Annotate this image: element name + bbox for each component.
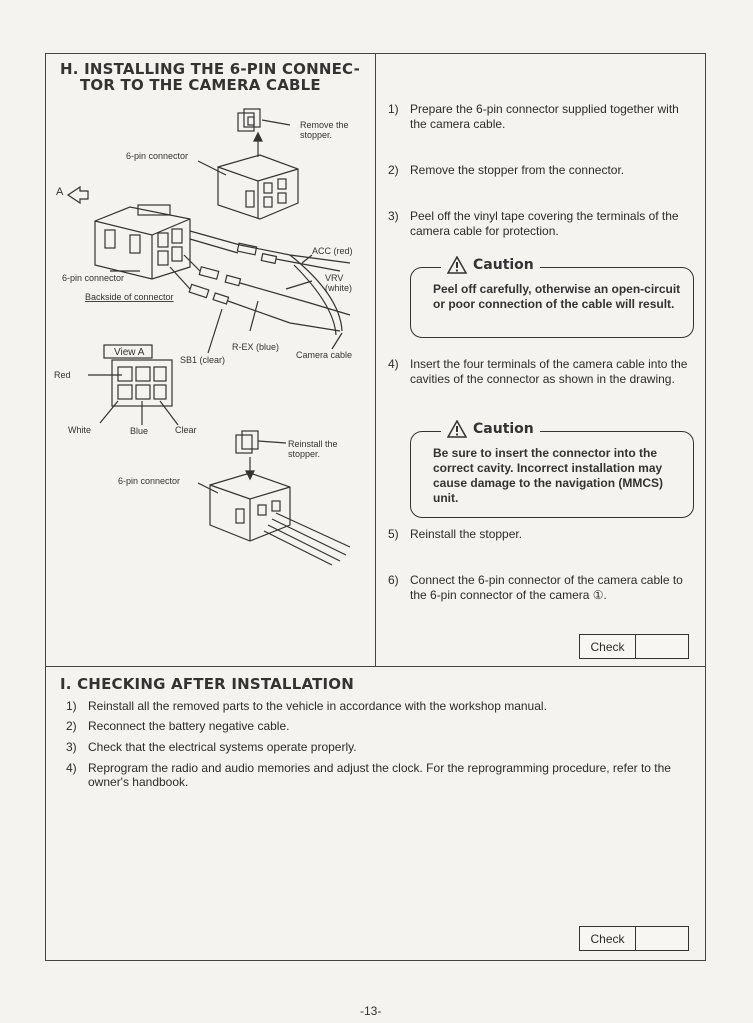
check-field-h[interactable] [636, 635, 688, 658]
step-4-text: Insert the four terminals of the camera cable into the cavities of the connector as shown in the drawing. [410, 357, 688, 386]
caution-title-1: Caution [473, 257, 534, 273]
section-divider [45, 666, 706, 667]
step-3-number: 3) [388, 209, 399, 223]
check-field-i[interactable] [636, 927, 688, 950]
label-remove-stopper [300, 120, 349, 140]
label-sb1: SB1 (clear) [180, 355, 226, 365]
section-i-item-4-number: 4) [66, 761, 77, 775]
label-rex: R-EX (blue) [232, 342, 280, 352]
label-camera-cable: Camera cable [296, 350, 353, 360]
section-i-item-1-text: Reinstall all the removed parts to the vehicle in accordance with the workshop manual. [88, 699, 547, 713]
label-view-a: View A [114, 347, 145, 358]
step-6 [388, 573, 698, 605]
step-1 [388, 102, 698, 134]
step-3-text: Peel off the vinyl tape covering the terminals of the camera cable for protection. [410, 209, 679, 238]
label-arrow-a: A [56, 186, 64, 198]
caution-text-1: Peel off carefully, otherwise an open-circuit or poor connection of the cable will result. [433, 282, 681, 311]
section-i-title: I. CHECKING AFTER INSTALLATION [60, 675, 355, 693]
step-5-number: 5) [388, 527, 399, 541]
step-3 [388, 209, 698, 241]
page-number: -13- [360, 1004, 382, 1018]
section-i-item-1-number: 1) [66, 699, 77, 713]
caution-title-2: Caution [473, 421, 534, 437]
label-six-pin-bottom: 6-pin connector [118, 476, 181, 486]
label-remove-stopper-l1: Remove the [300, 120, 349, 130]
caution-header-2 [441, 420, 540, 438]
step-6-number: 6) [388, 573, 399, 587]
label-red: Red [54, 370, 71, 380]
step-4-number: 4) [388, 357, 399, 371]
stopper-bottom-illustration [236, 431, 286, 453]
warning-icon [447, 420, 467, 438]
column-divider [375, 53, 376, 667]
step-5 [388, 527, 698, 545]
label-acc: ACC (red) [312, 246, 353, 256]
check-box-section-i[interactable] [579, 926, 689, 951]
warning-icon [447, 256, 467, 274]
label-clear: Clear [175, 425, 197, 435]
label-backside: Backside of connector [85, 292, 174, 302]
step-6-text: Connect the 6-pin connector of the camera cable to the 6-pin connector of the camera ①. [410, 573, 683, 602]
stopper-top-illustration [238, 109, 290, 131]
section-i-item-4-text: Reprogram the radio and audio memories and adjust the clock. For the reprogramming procedure, refer to the owner's handbook. [88, 761, 671, 789]
label-blue: Blue [130, 426, 149, 436]
label-reinstall-stopper: Reinstall the stopper. [288, 439, 338, 459]
step-2-number: 2) [388, 163, 399, 177]
caution-header-1 [441, 256, 540, 274]
connector-diagram [50, 95, 372, 575]
step-4 [388, 357, 698, 405]
connector-bottom-illustration [210, 473, 350, 565]
check-label-i: Check [580, 927, 636, 950]
caution-box-1 [410, 257, 694, 338]
check-label-h: Check [580, 635, 636, 658]
label-remove-stopper-l2: stopper. [300, 130, 333, 140]
label-white: White [68, 425, 92, 435]
caution-box-2 [410, 421, 694, 518]
step-2 [388, 163, 698, 181]
step-2-text: Remove the stopper from the connector. [410, 163, 625, 177]
section-h-title-line1: H. INSTALLING THE 6-PIN CONNEC- [60, 60, 361, 78]
label-vrv: VRV (white) [325, 273, 353, 293]
view-a-connector [88, 360, 178, 425]
caution-text-2: Be sure to insert the connector into the correct cavity. Incorrect installation may cause damage to the navigation (MMCS) unit. [433, 446, 664, 505]
label-six-pin-top: 6-pin connector [126, 151, 189, 161]
connector-top-illustration [218, 155, 298, 219]
check-box-section-h[interactable] [579, 634, 689, 659]
section-i-item-3-number: 3) [66, 740, 77, 754]
label-six-pin-mid: 6-pin connector [62, 273, 125, 283]
section-i-item-2-text: Reconnect the battery negative cable. [88, 719, 290, 733]
step-1-text: Prepare the 6-pin connector supplied together with the camera cable. [410, 102, 679, 131]
step-1-number: 1) [388, 102, 399, 116]
section-i-item-2-number: 2) [66, 719, 77, 733]
section-i-item-3-text: Check that the electrical systems operate properly. [88, 740, 357, 754]
step-5-text: Reinstall the stopper. [410, 527, 523, 541]
section-h-title-line2: TOR TO THE CAMERA CABLE [80, 76, 321, 94]
connector-mid-illustration [95, 205, 190, 279]
